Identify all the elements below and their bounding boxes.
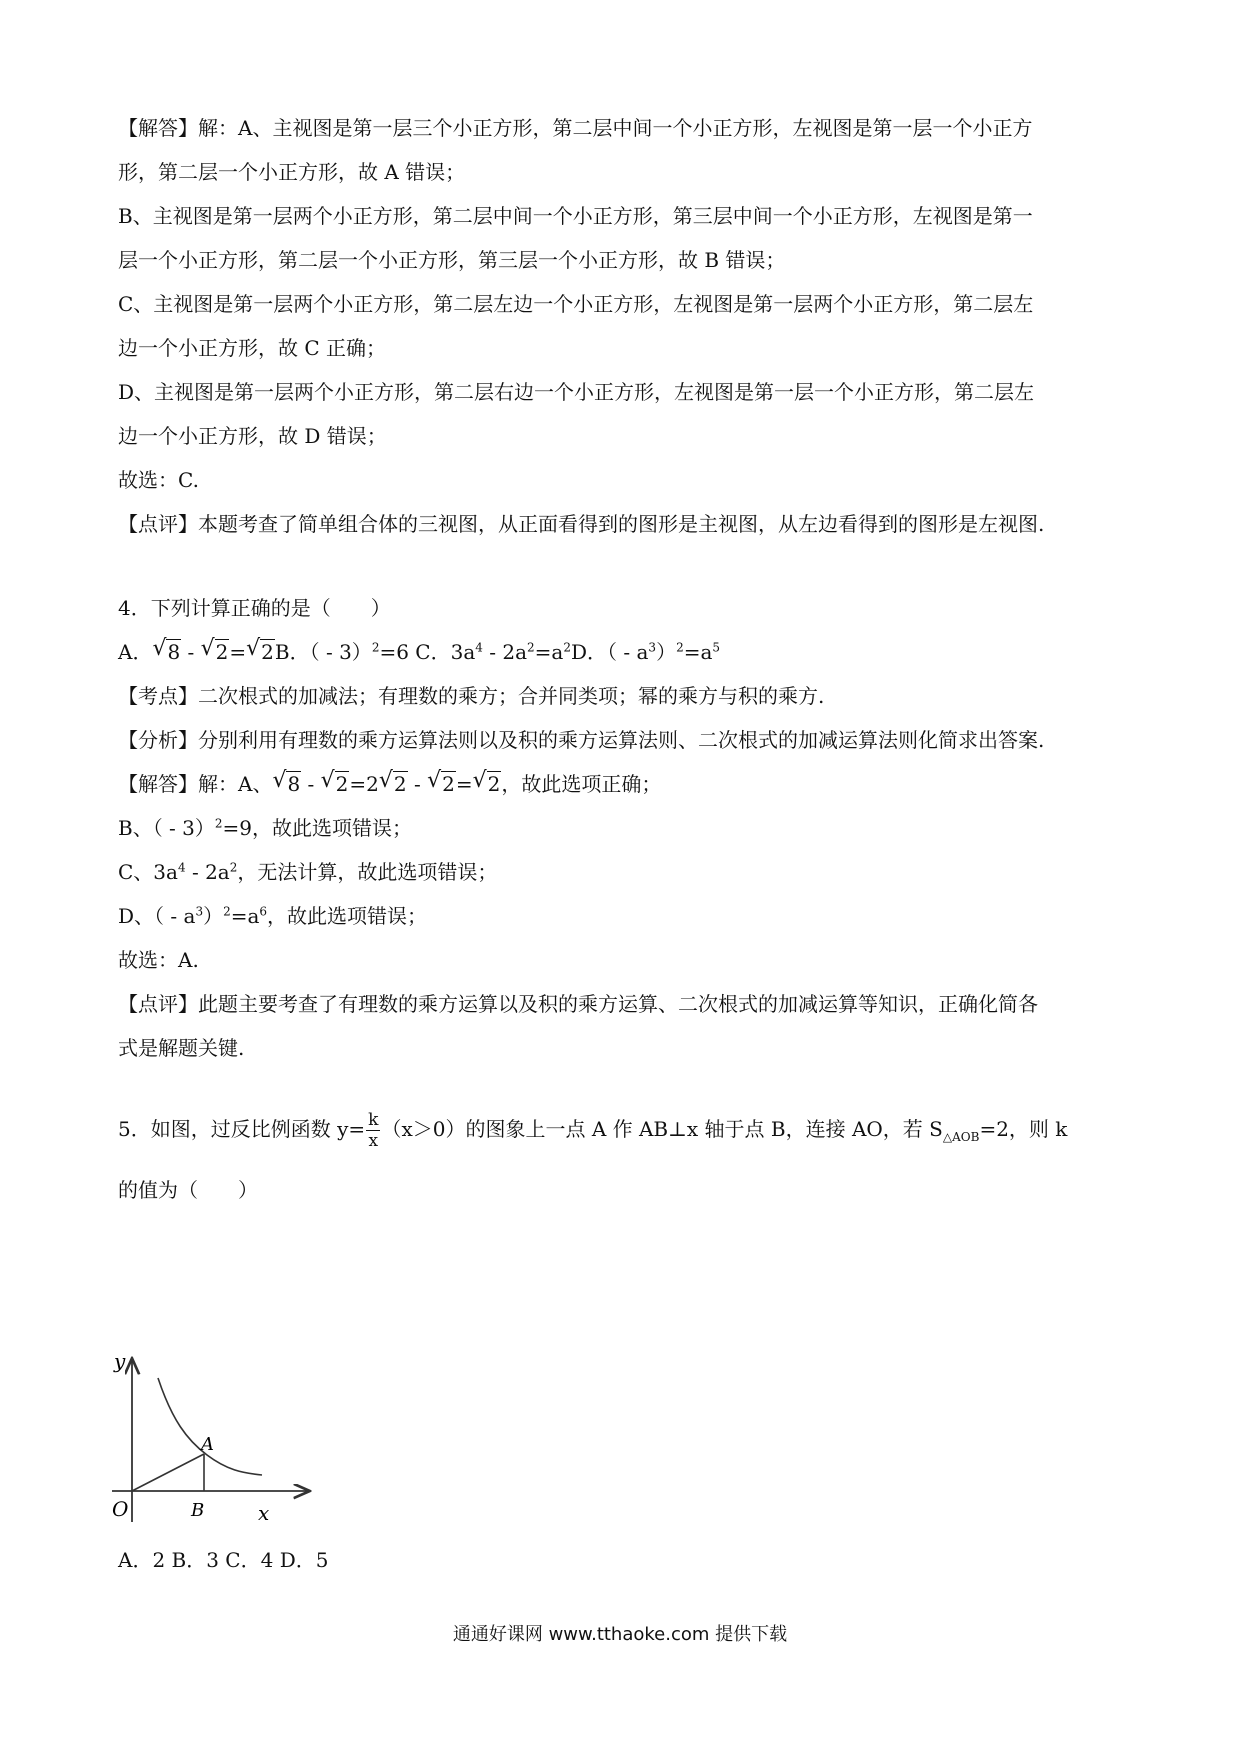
hyperbola-curve: [158, 1378, 262, 1475]
q3-option-c-line1: C、主视图是第一层两个小正方形，第二层左边一个小正方形，左视图是第一层两个小正方形，第二层左: [118, 292, 1034, 316]
q4-title: 4．下列计算正确的是（ ）: [118, 596, 391, 620]
q4-answer: 故选：A.: [118, 948, 199, 972]
q4-fenxi: 【分析】分别利用有理数的乘方运算法则以及积的乘方运算法则、二次根式的加减运算法则化简求出答案.: [118, 728, 1045, 752]
q4-opt-d: D．（ - a: [570, 640, 649, 664]
point-a-label: A: [201, 1434, 214, 1455]
q5-figure: [112, 1350, 312, 1525]
q3-option-b-line2: 层一个小正方形，第二层一个小正方形，第三层一个小正方形，故 B 错误；: [118, 248, 786, 272]
x-axis-label: x: [258, 1501, 270, 1525]
q4-solution-a: 【解答】解：A、√ 8 - √ 2=2√ 2 - √ 2=√ 2，故此选项正确；: [118, 770, 661, 798]
q4-solution-d: D、（ - $a^3)^2=a^6$，故此选项错误；: [118, 904, 428, 928]
fraction-k-over-x: $\frac{k}{x}$: [368, 1110, 379, 1151]
q4-kaodian: 【考点】二次根式的加减法；有理数的乘方；合并同类项；幂的乘方与积的乘方.: [118, 684, 825, 708]
sqrt-icon: √ 2: [246, 638, 275, 666]
q3-answer: 故选：C.: [118, 468, 199, 492]
sqrt-icon: √ 2: [427, 770, 456, 798]
q3-solution-line1: 【解答】解：A、主视图是第一层三个小正方形，第二层中间一个小正方形，左视图是第一层一个小正方: [118, 116, 1033, 140]
q3-option-b-line1: B、主视图是第一层两个小正方形，第二层中间一个小正方形，第三层中间一个小正方形，左视图是第一: [118, 204, 1033, 228]
segment-ao: [132, 1454, 204, 1491]
q4-options: A．√ 8 - √ 2=√ 2B．（ - 3）$^2$=6 C．$3a^4 - 2a^2=a^2D$．（ - $a^3)^2=a^5$: [118, 638, 720, 666]
sqrt-icon: √ 8: [152, 638, 181, 666]
sqrt-icon: √ 2: [473, 770, 502, 798]
sqrt-icon: √ 8: [272, 770, 301, 798]
origin-label: O: [112, 1497, 129, 1521]
sqrt-icon: √ 2: [201, 638, 230, 666]
page-footer: 通通好课网 www.tthaoke.com 提供下载: [452, 1624, 788, 1645]
q4-comment-line2: 式是解题关键.: [118, 1036, 245, 1060]
q5-title-line1: 5．如图，过反比例函数 y= $\frac{k}{x}$ （x＞0）的图象上一点 A 作 AB⊥x 轴于点 B，连接 AO，若 $S_{\triangle AOB}=2$，则 k: [118, 1110, 1068, 1151]
q4-opt-b: B．（ - 3）: [274, 640, 372, 664]
q5-title-line2: 的值为（ ）: [118, 1178, 258, 1202]
q5-options: A．2 B．3 C．4 D．5: [118, 1548, 329, 1572]
q4-opt-a-label: A．: [118, 640, 153, 664]
q3-solution-line2: 形，第二层一个小正方形，故 A 错误；: [118, 160, 466, 184]
q3-comment: 【点评】本题考查了简单组合体的三视图，从正面看得到的图形是主视图，从左边看得到的图形是左视图.: [118, 512, 1045, 536]
sqrt-icon: √ 2: [321, 770, 350, 798]
q4-solution-b: B、（ - 3）$^2$=9，故此选项错误；: [118, 816, 413, 840]
point-b-label: B: [191, 1500, 205, 1521]
y-axis-label: y: [114, 1350, 126, 1373]
q3-option-c-line2: 边一个小正方形，故 C 正确；: [118, 336, 387, 360]
q3-option-d-line2: 边一个小正方形，故 D 错误；: [118, 424, 387, 448]
q3-option-d-line1: D、主视图是第一层两个小正方形，第二层右边一个小正方形，左视图是第一层一个小正方形，第二层左: [118, 380, 1035, 404]
q4-comment-line1: 【点评】此题主要考查了有理数的乘方运算以及积的乘方运算、二次根式的加减运算等知识，正确化简各: [118, 992, 1038, 1016]
q4-solution-c: C、$3a^4 - 2a^2$，无法计算，故此选项错误；: [118, 860, 498, 884]
sqrt-icon: √ 2: [379, 770, 408, 798]
